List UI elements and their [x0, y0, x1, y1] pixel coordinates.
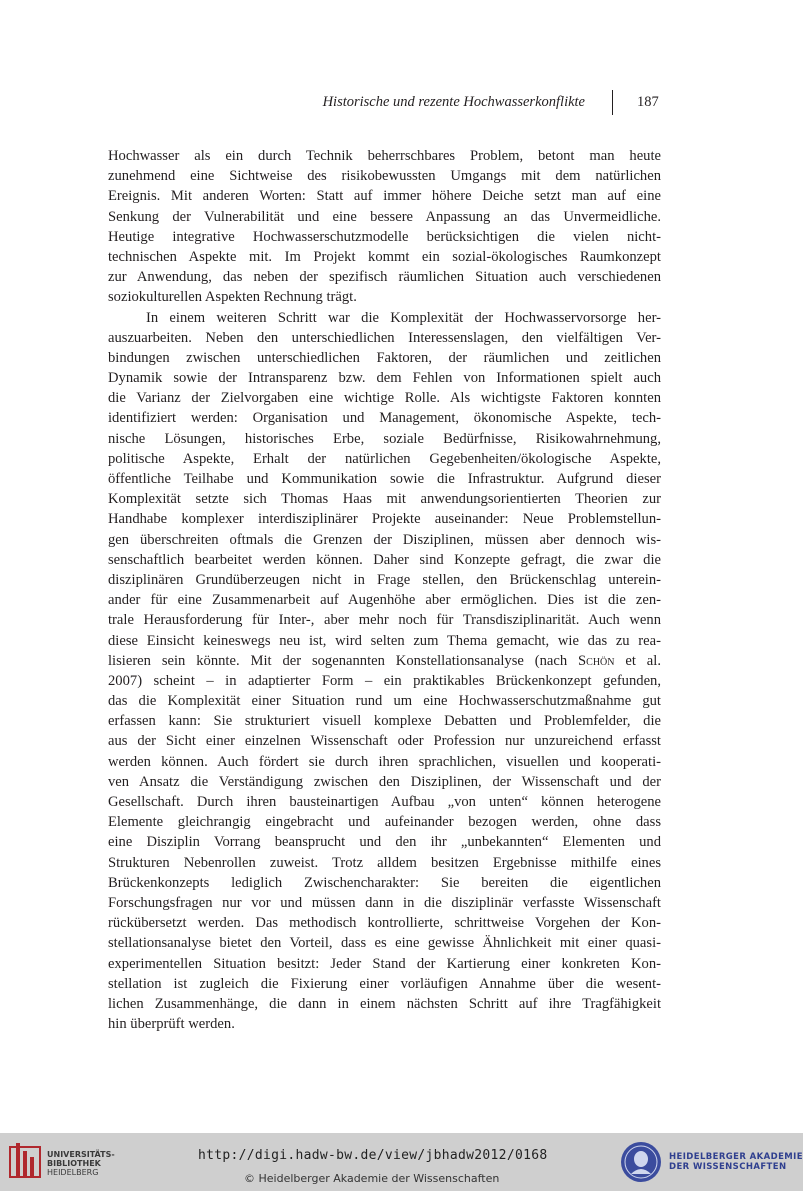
text-line: experimentellen Situation besitzt: Jeder Stand der Kartierung einer konkreten Kon-	[108, 955, 661, 972]
text-line: Heutige integrative Hochwasserschutzmodelle berücksichtigen die vielen nicht-	[108, 228, 661, 245]
text-line: Hochwasser als ein durch Technik beherrschbares Problem, betont man heute	[108, 148, 661, 164]
text-line: Strukturen Nebenrollen zuweist. Trotz alldem besitzen Ergebnisse mithilfe eines	[108, 854, 661, 871]
text-line: aus der Sicht einer einzelnen Wissenschaft oder Profession nur unzureichend erfasst	[108, 733, 661, 750]
text-line: erfassen kann: Sie strukturiert visuell komplexe Debatten und Problemfelder, die	[108, 713, 661, 730]
text-line: stellationsanalyse bietet den Vorteil, dass es eine gewisse Ähnlichkeit mit einer quasi-	[108, 935, 661, 952]
academy-name-line: DER WISSENSCHAFTEN	[669, 1162, 787, 1172]
text-line: disziplinären Grundüberzeugen nicht in Frage stellen, den Brückenschlag unterein-	[108, 571, 661, 588]
text-line: auszuarbeiten. Neben den unterschiedlichen Interessenslagen, den vielfältigen Ver-	[108, 329, 661, 346]
academy-name	[669, 1152, 803, 1172]
text-line: identifiziert werden: Organisation und Management, ökonomische Aspekte, tech-	[108, 410, 661, 427]
page-header	[0, 90, 803, 120]
text-line-citation	[108, 651, 661, 671]
text-line: technischen Aspekte mit. Im Projekt kommt ein sozial-ökologisches Raumkonzept	[108, 248, 661, 265]
citation-suffix: et al.	[625, 652, 661, 669]
text-line: lichen Zusammenhänge, die dann in einem nächsten Schritt auf ihre Tragfähigkeit	[108, 995, 661, 1012]
text-line: 2007) scheint – in adaptierter Form – ein praktikables Brückenkonzept gefunden,	[108, 672, 661, 689]
copyright-notice: © Heidelberger Akademie der Wissenschaften	[244, 1172, 500, 1185]
footer-bar	[0, 1133, 803, 1191]
text-line: In einem weiteren Schritt war die Komplexität der Hochwasservorsorge her-	[146, 309, 661, 326]
citation-text: lisieren sein könnte. Mit der sogenannten Konstellationsanalyse (nach	[108, 652, 568, 669]
library-name-line: UNIVERSITÄTS-	[47, 1150, 115, 1159]
text-line: stellation ist zugleich die Fixierung einer vorläufigen Annahme über die wesent-	[108, 975, 661, 992]
header-divider	[612, 90, 613, 115]
page-number: 187	[637, 94, 659, 110]
body-text	[108, 146, 661, 1034]
text-line: ander für eine Zusammenarbeit auf Augenhöhe aber ermöglichen. Dies ist die zen-	[108, 592, 661, 609]
text-line: Ereignis. Mit anderen Worten: Statt auf immer höhere Deiche setzt man auf eine	[108, 188, 661, 205]
text-line: zunehmend eine Sichtweise des risikobewussten Umgangs mit dem natürlichen	[108, 168, 661, 185]
text-line: Gesellschaft. Durch ihren bausteinartigen Aufbau „von unten“ können heterogene	[108, 794, 661, 810]
text-line: hin überprüft werden.	[108, 1016, 235, 1033]
text-line: Komplexität setzte sich Thomas Haas mit anwendungsorientierten Theorien zur	[108, 491, 661, 508]
library-name	[47, 1150, 115, 1177]
ub-heidelberg-logo-icon	[7, 1141, 43, 1181]
text-line: ven Ansatz die Verständigung zwischen den Disziplinen, der Wissenschaft und der	[108, 773, 661, 790]
text-line: das die Komplexität einer Situation rund um eine Hochwasserschutzmaßnahme gut	[108, 693, 661, 710]
library-name-line: HEIDELBERG	[47, 1168, 99, 1177]
running-title: Historische und rezente Hochwasserkonflikte	[322, 94, 585, 110]
text-line: nische Lösungen, historisches Erbe, soziale Bedürfnisse, Risikowahrnehmung,	[108, 430, 661, 447]
text-line: öffentliche Teilhabe und Kommunikation sowie die Infrastruktur. Aufgrund dieser	[108, 471, 661, 487]
text-line: werden können. Auch fördert sie durch ihren sprachlichen, visuellen und kooperati-	[108, 753, 661, 770]
text-line: Senkung der Vulnerabilität und eine bessere Anpassung an das Unvermeidliche.	[108, 208, 661, 225]
citation-author: Schön	[578, 652, 615, 669]
text-line: Elemente gleichrangig eingebracht und aufeinander bezogen werden, ohne dass	[108, 814, 661, 831]
permalink-url[interactable]: http://digi.hadw-bw.de/view/jbhadw2012/0168	[198, 1148, 548, 1163]
text-line: soziokulturellen Aspekten Rechnung trägt.	[108, 289, 357, 306]
text-line: diese Einsicht keineswegs neu ist, wird selten zum Thema gemacht, wie das zu rea-	[108, 632, 661, 649]
text-line: gen überschreiten oftmals die Grenzen der Disziplinen, müssen aber dennoch wis-	[108, 531, 661, 548]
library-name-line: BIBLIOTHEK	[47, 1159, 101, 1168]
hadw-seal-icon	[619, 1140, 663, 1184]
text-line: senschaftlich bearbeitet werden können. Daher sind Konzepte gefragt, die zwar die	[108, 551, 661, 568]
text-line: Handhabe komplexer interdisziplinärer Projekte auseinander: Neue Problemstellun-	[108, 511, 661, 528]
text-line: die Varianz der Zielvorgaben eine wichtige Rolle. Als wichtigste Faktoren konnten	[108, 390, 661, 407]
text-line: eine Disziplin Vorrang beansprucht und den ihr „unbekannten“ Elementen und	[108, 834, 661, 851]
text-line: Forschungsfragen nur vor und müssen dann in die disziplinär verfasste Wissenschaft	[108, 894, 661, 911]
text-line: rückübersetzt werden. Das methodisch kontrollierte, schrittweise Vorgehen der Kon-	[108, 915, 661, 932]
academy-name-line: HEIDELBERGER AKADEMIE	[669, 1152, 803, 1162]
text-line: trale Herausforderung für Inter-, aber mehr noch für Transdisziplinarität. Auch wenn	[108, 612, 661, 629]
text-line: Dynamik sowie der Intransparenz bzw. dem Fehlen von Informationen spielt auch	[108, 370, 661, 387]
text-line: politische Aspekte, Erhalt der natürlichen Gegebenheiten/ökologische Aspekte,	[108, 450, 661, 467]
text-line: zur Anwendung, das neben der spezifisch räumlichen Situation auch verschiedenen	[108, 269, 661, 286]
text-line: bindungen zwischen unterschiedlichen Faktoren, der räumlichen und zeitlichen	[108, 349, 661, 366]
text-line: Brückenkonzepts lediglich Zwischencharakter: Sie bereiten die eigentlichen	[108, 874, 661, 891]
